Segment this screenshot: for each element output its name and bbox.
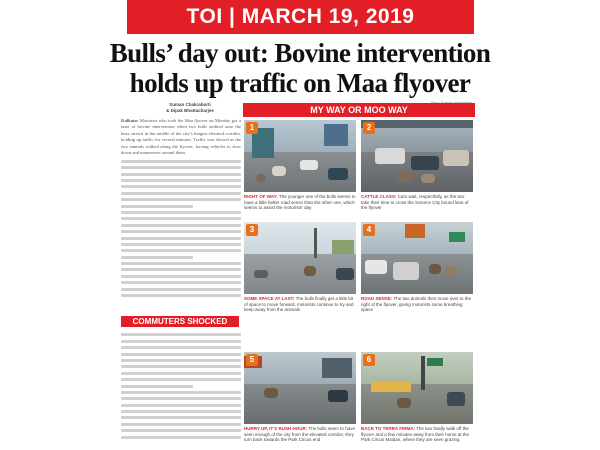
text-line: [121, 166, 241, 169]
photo-caption: [361, 424, 473, 450]
text-line: [121, 268, 241, 271]
text-line: [121, 353, 241, 356]
photo-cell-1: [244, 120, 356, 220]
text-line: [121, 429, 241, 432]
dateline: Kolkata:: [121, 118, 139, 123]
photo-number-badge: 2: [363, 122, 375, 134]
text-line: [121, 416, 241, 419]
text-line: [121, 256, 193, 259]
caption-text: The younger one of the bulls seems to have a little better road sense than the other one, which seems to assist the motorists' day: [244, 194, 356, 211]
photo-number-badge: 6: [363, 354, 375, 366]
text-line: [121, 217, 241, 220]
photo-3: [244, 222, 356, 294]
text-line: [121, 378, 241, 381]
text-line: [121, 237, 241, 240]
text-line: [121, 423, 241, 426]
caption-text: The two finally walk off the flyover and a few minutes away from their home at the Park Circus Maidan, where they are seen grazing: [361, 426, 470, 443]
article-paragraph: [121, 118, 241, 156]
text-line: [121, 249, 241, 252]
photo-cell-2: [361, 120, 473, 220]
text-line: [121, 333, 241, 336]
author-1: Suman Chakraborti: [169, 102, 211, 107]
text-line: [121, 288, 241, 291]
caption-lead: BACK TO TERRA FIRMA:: [361, 426, 415, 431]
headline-line-1: Bulls’ day out: Bovine intervention: [109, 38, 491, 68]
caption-lead: RIGHT OF WAY:: [244, 194, 278, 199]
text-line: [121, 243, 241, 246]
caption-text: The two animals then move over to the right of the flyover, giving motorists some breathing space: [361, 296, 471, 313]
text-line: [121, 385, 193, 388]
text-line: [121, 436, 241, 439]
text-line: [121, 224, 241, 227]
text-line: [121, 179, 241, 182]
text-line: [121, 294, 241, 297]
photo-panel-title: MY WAY OR MOO WAY: [243, 103, 475, 117]
photo-cell-3: [244, 222, 356, 322]
caption-text: The bulls finally get a little bit of space to move forward, motorists continue to try and keep away from the animals: [244, 296, 354, 313]
text-line: [121, 275, 241, 278]
text-line: [121, 359, 241, 362]
text-line: [121, 391, 241, 394]
headline-line-2: holds up traffic on Maa flyover: [129, 68, 471, 98]
headline: [95, 38, 505, 98]
photo-caption: [244, 192, 356, 220]
photo-4: [361, 222, 473, 294]
photo-number-badge: 4: [363, 224, 375, 236]
text-line: [121, 230, 241, 233]
article-body-continued: [121, 330, 241, 450]
text-line: [121, 160, 241, 163]
photo-cell-6: [361, 352, 473, 450]
photo-cell-4: [361, 222, 473, 322]
caption-lead: ROAD SENSE:: [361, 296, 393, 301]
photo-caption: [361, 192, 473, 220]
text-line: [121, 404, 241, 407]
text-line: [121, 173, 241, 176]
caption-lead: HURRY UP, IT'S RUSH HOUR:: [244, 426, 308, 431]
text-line: [121, 410, 241, 413]
photo-number-badge: 5: [246, 354, 258, 366]
photo-5: [244, 352, 356, 424]
caption-lead: CATTLE CLASS:: [361, 194, 397, 199]
photo-1: [244, 120, 356, 192]
photo-number-badge: 3: [246, 224, 258, 236]
photo-number-badge: 1: [246, 122, 258, 134]
photo-6: [361, 352, 473, 424]
byline: [150, 102, 230, 114]
text-line: [121, 262, 241, 265]
text-line: [121, 372, 241, 375]
text-line: [121, 185, 241, 188]
text-line: [121, 198, 241, 201]
date-banner: TOI | MARCH 19, 2019: [127, 0, 474, 34]
photo-2: [361, 120, 473, 192]
article-lead-text: Motorists who took the Maa flyover on Monday got a taste of bovine intervention when two bulls ambled onto the busy stretch in the middle of the city’s longest elevated corridor, holding up traffic for several minutes. Traffic was slowed as the two animals walked along the flyover, forcing vehicles to slow down and manoeuvre around them.: [121, 118, 241, 156]
text-line: [121, 192, 241, 195]
author-2: & Dipak Bhattacharjee: [166, 108, 214, 113]
photo-caption: [244, 294, 356, 322]
text-line: [121, 365, 241, 368]
text-line: [121, 340, 241, 343]
section-heading: COMMUTERS SHOCKED: [121, 316, 239, 327]
photo-caption: [244, 424, 356, 450]
caption-lead: SOME SPACE AT LAST:: [244, 296, 295, 301]
text-line: [121, 397, 241, 400]
text-line: [121, 346, 241, 349]
text-line: [121, 281, 241, 284]
caption-text: The bulls seem to have seen enough of the city from the elevated corridor, they turn back towards the Park Circus end: [244, 426, 355, 443]
text-line: [121, 205, 193, 208]
caption-text: Cars wait, respectfully, as the two take their time to cross the Science City bound lane of the flyover: [361, 194, 469, 211]
photo-cell-5: [244, 352, 356, 450]
text-line: [121, 211, 241, 214]
photo-caption: [361, 294, 473, 322]
